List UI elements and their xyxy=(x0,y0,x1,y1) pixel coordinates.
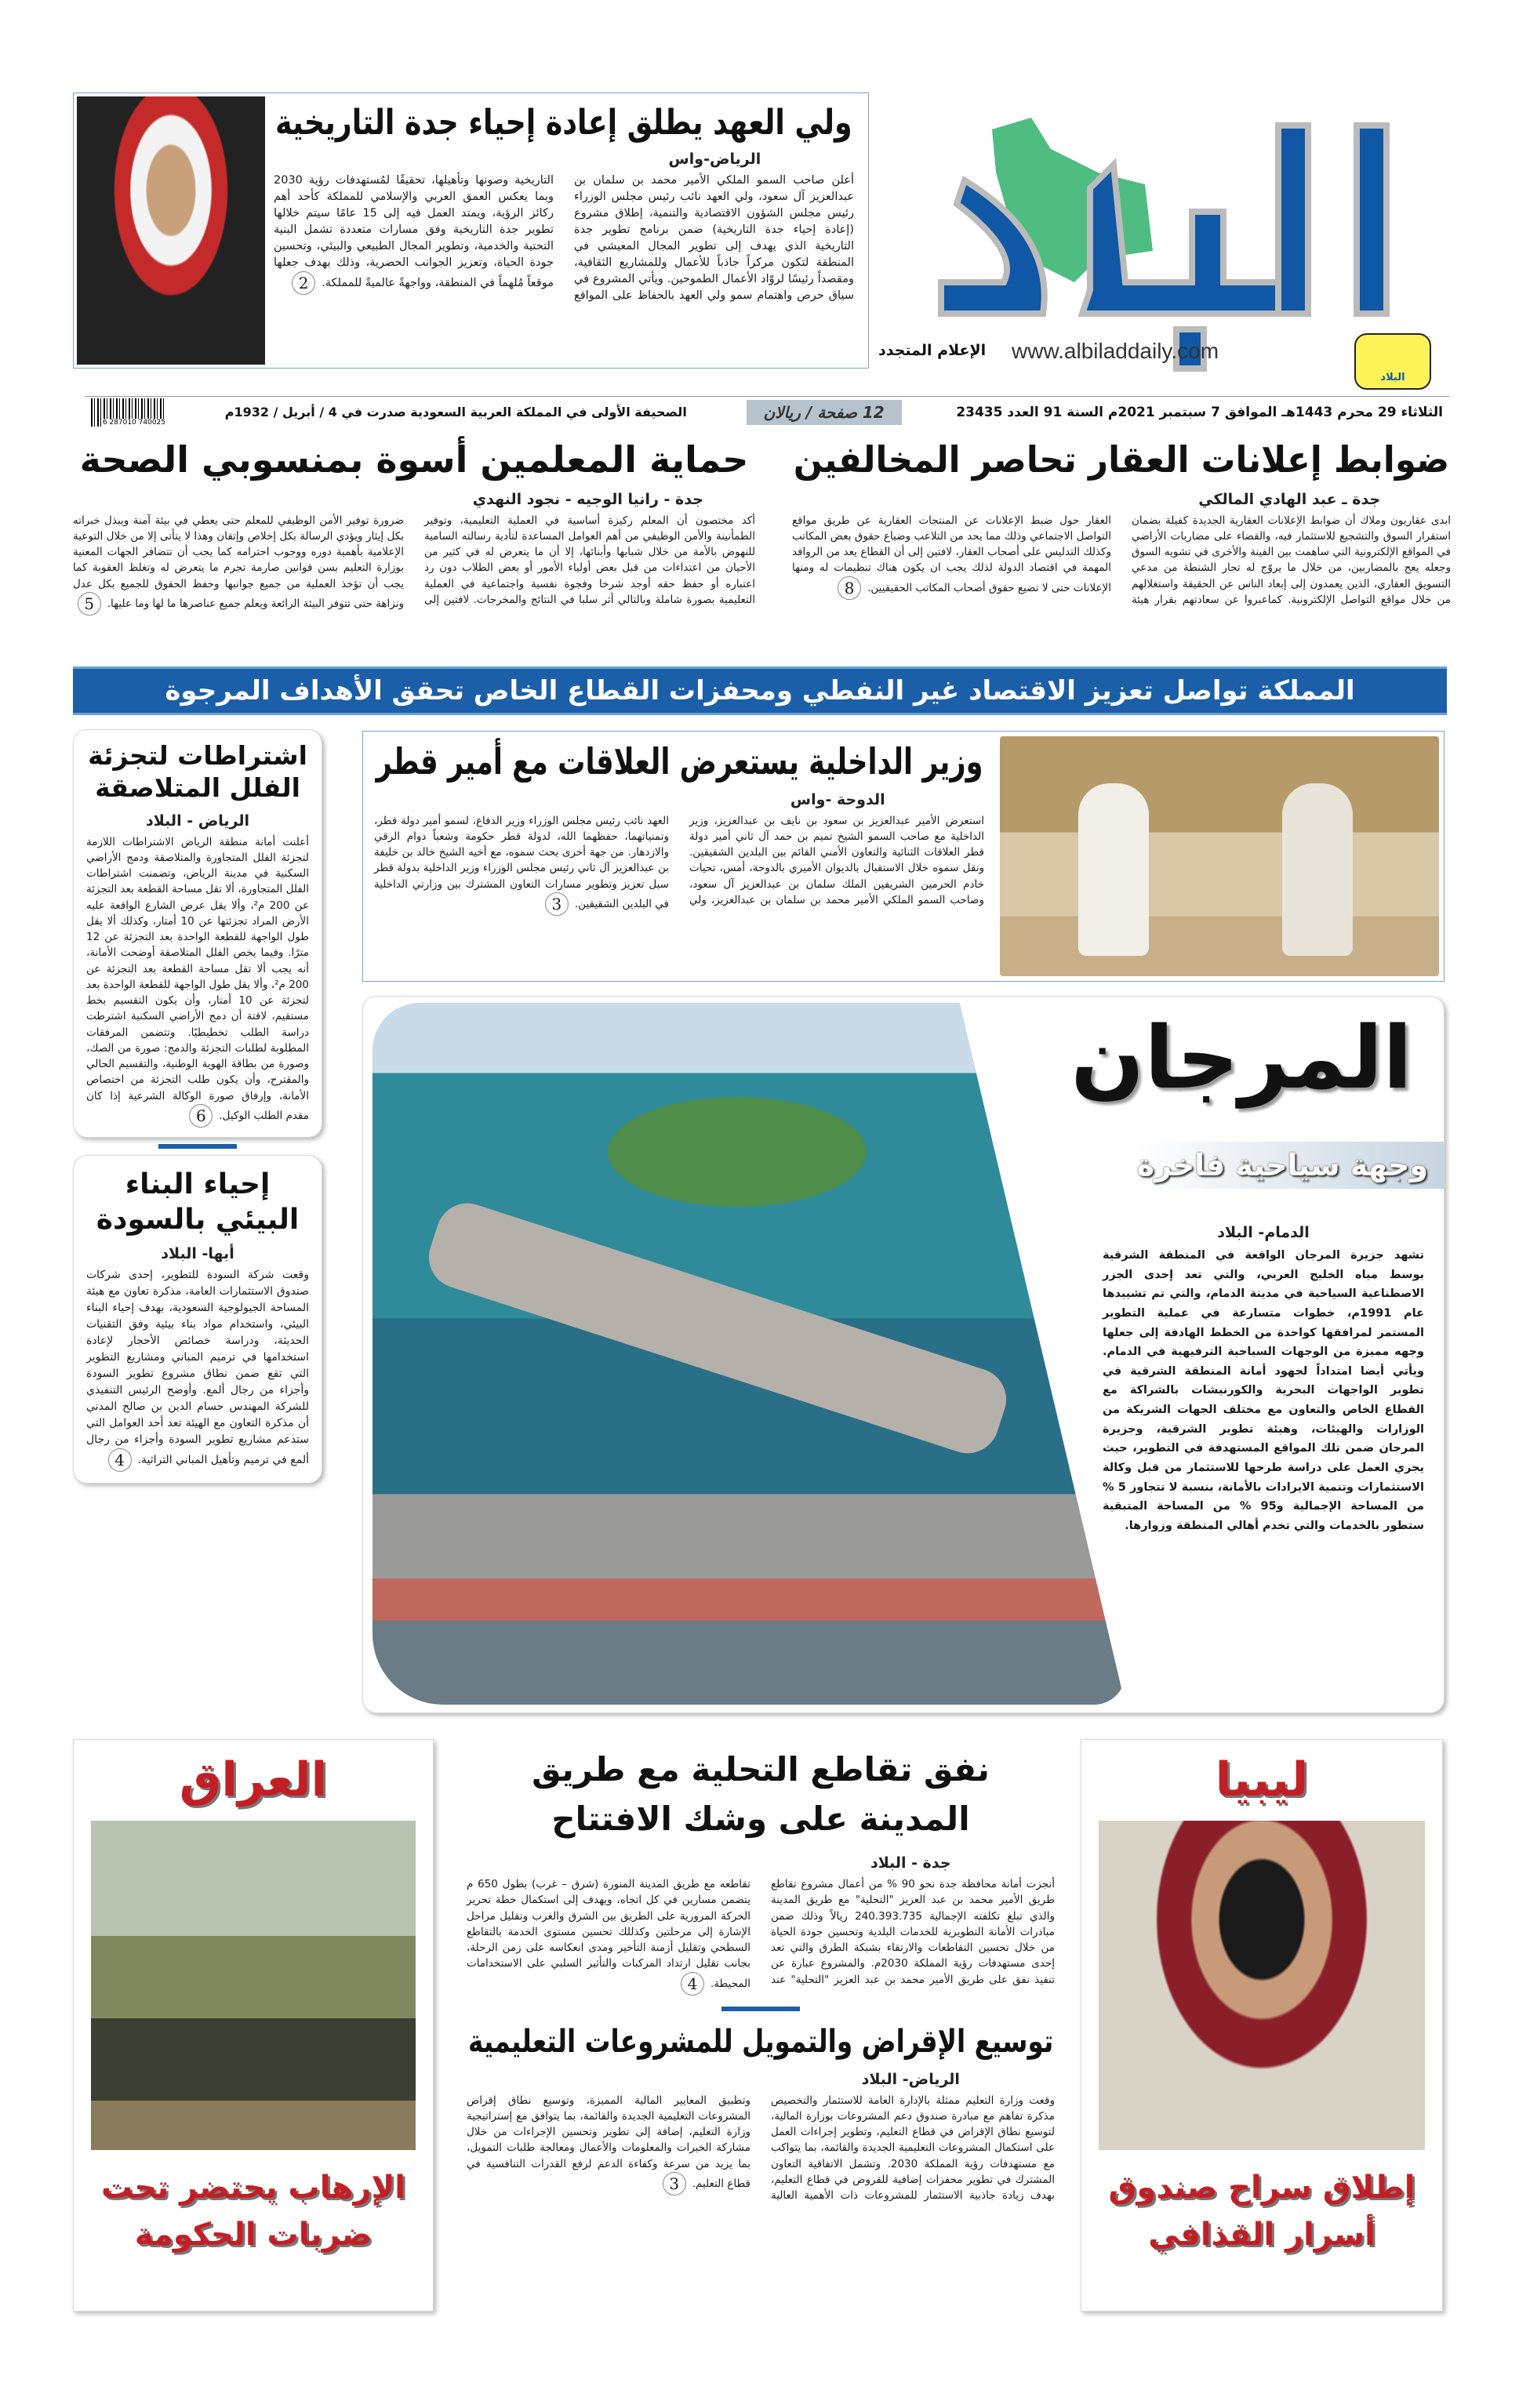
divider xyxy=(158,1144,237,1149)
headline[interactable]: وزير الداخلية يستعرض العلاقات مع أمير قطر xyxy=(376,740,983,783)
dateline: الدمام- البلاد xyxy=(1217,1224,1310,1241)
page-ref[interactable]: 3 xyxy=(663,2172,686,2196)
story-tunnel[interactable] xyxy=(467,1745,1055,1996)
founded-note: الصحيفة الأولى في المملكة العربية السعودية صدرت في 4 / أبريل / 1932م xyxy=(224,405,687,419)
headline[interactable]: نفق تقاطع التحلية مع طريق المدينة على وشك الافتتاح xyxy=(532,1750,990,1838)
dateline: جدة ـ عبد الهادي المالكي xyxy=(1198,490,1381,508)
story-villas[interactable] xyxy=(73,729,322,1138)
subheadline: وجهة سياحية فاخرة xyxy=(1138,1142,1444,1189)
story-realestate[interactable] xyxy=(792,438,1451,608)
article-body: تشهد جزيرة المرجان الواقعة في المنطقة الشرقية بوسط مياه الخليج العربي، والتي تعد إحدى الجزر الاصطناعية السياحية في مدينة الدمام، والتي تم تشييدها عام 1991م، خطوات متسارعة في عملية التطوير المستمر لمرافقها كواحدة من الخطط الهادفة إلى جعلها وجهه مميزة من الوجهات السياحية الترفيهية في الدمام. ويأتي أيضا امتداداً لجهود أمانة المنطقة الشرقية في تطوير الواجهات البحرية والكورنيشات بالشراكة مع القطاع الخاص والتعاون مع مختلف الجهات الشريكة من الوزارات والهيئات، وهيئة تطوير الشرقية، وجزيرة المرجان ضمن تلك المواقع المستهدفة في التطوير، حيث يجري العمل على دراسة طرحها للاستثمار من قبل وكالة الاستثمارات وتنمية الايرادات بالأمانة، بنسبة لا تتجاوز 5 % من المساحة الإجمالية و95 % من المساحة المتبقية ستطور بالخدمات والتي تخدم أهالي المنطقة وزوارها. xyxy=(1103,1249,1424,1532)
marjan-island-photo xyxy=(372,1003,1125,1705)
headline-banner[interactable] xyxy=(73,666,1447,715)
dateline: الرياض - البلاد xyxy=(146,812,249,830)
price-badge: 12 صفحة / ريالان xyxy=(747,400,902,425)
barcode: 6 287010 740025 xyxy=(91,398,165,427)
dateline: الرياض- البلاد xyxy=(861,2070,960,2088)
headline[interactable]: توسيع الإقراض والتمويل للمشروعات التعليمية xyxy=(467,2023,1054,2060)
dateline: جدة - البلاد xyxy=(870,1854,951,1872)
headline[interactable]: ولي العهد يطلق إعادة إحياء جدة التاريخية xyxy=(275,103,852,143)
military-vehicle-photo xyxy=(91,1821,416,2150)
page-ref[interactable]: 2 xyxy=(292,271,315,295)
article-body: استعرض الأمير عبدالعزيز بن سعود بن نايف بن عبدالعزيز، وزير الداخلية مع صاحب السمو الشيخ تميم بن حمد آل ثاني أمير دولة قطر العلاقات الثنائية والتعاون الأمني القائم بين البلدين الشقيقين. ونقل سموه خلال الاستقبال بالديوان الأميري بالدوحة، أمس، تحيات خادم الحرمين الشريفين الملك سلمان بن عبدالعزيز آل سعود، وصاحب السمو الملكي الأمير محمد بن سلمان بن عبدالعزيز، ولي العهد نائب رئيس مجلس الوزراء وزير الدفاع، لسمو أمير دولة قطر، وتمنياتهما، حفظهما الله، لدولة قطر حكومة وشعباً دوام الرقي والازدهار. من جهة أخرى بحث سموه، مع أخيه الشيخ خالد بن خليفة بن عبدالعزيز آل ثاني رئيس مجلس الوزراء وزير الداخلية بدولة قطر سبل تعزيز وتطوير مسارات التعاون المشترك بين وزارتي الداخلية في البلدين الشقيقين.3 xyxy=(374,813,984,916)
story-interior[interactable] xyxy=(362,731,1445,982)
story-teachers[interactable] xyxy=(73,438,755,616)
headline[interactable]: حماية المعلمين أسوة بمنسوبي الصحة xyxy=(79,438,749,481)
story-iraq[interactable] xyxy=(73,1739,434,2312)
meeting-photo xyxy=(1000,736,1439,976)
story-sooda[interactable] xyxy=(73,1155,322,1484)
headline[interactable]: الإرهاب يحتضر تحت ضربات الحكومة xyxy=(101,2170,405,2253)
headline[interactable]: اشتراطات لتجزئة الفلل المتلاصقة xyxy=(88,740,307,804)
dateline: الدوحة -واس xyxy=(790,790,885,808)
bottom-middle-column xyxy=(467,1745,1055,2203)
headline[interactable]: إطلاق سراح صندوق أسرار القذافي xyxy=(1108,2170,1415,2253)
story-marjan[interactable] xyxy=(362,996,1445,1713)
snap-label: البلاد xyxy=(1380,372,1405,383)
page-ref[interactable]: 8 xyxy=(838,576,861,600)
banner-text: المملكة تواصل تعزيز الاقتصاد غير النفطي ومحفزات القطاع الخاص تحقق الأهداف المرجوة xyxy=(165,675,1355,706)
article-body: وقعت وزارة التعليم ممثلة بالإدارة العامة للاستثمار والتخصيص مذكرة تفاهم مع مبادرة صندوق دعم المشروعات بوزارة المالية، لتوسيع نطاق الإقراض في قطاع التعليم، وتطوير إجراءات العمل على استكمال المشروعات التعليمية الجديدة والقائمة، بما يتواكب مع مستهدفات رؤية المملكة 2030. وتشمل الاتفاقية التعاون المشترك في تطوير محفزات إضافية للقروض في قطاع التعليم، بهدف زيادة جاذبية الاستثمار للمشروعات ذات الأهمية العالية وتطبيق المعايير المالية المميزة، وتوسيع نطاق إقراض المشروعات التعليمية الجديدة والقائمة، بما يتوافق مع إستراتيجية وزارة التعليم، إضافة إلى تطوير وتحسين الإجراءات من خلال مشاركة الخبرات والمعلومات والأعمال ومعالجة طلبات التمويل، بما يزيد من سرعة وكفاءة الدعم لرفع القدرات التنافسية في قطاع التعليم.3 xyxy=(467,2094,1055,2202)
headline[interactable]: إحياء البناء البيئي بالسودة xyxy=(96,1168,300,1236)
article-body: ابدى عقاريون وملاك أن ضوابط الإعلانات العقارية الجديدة كفيلة بضمان استقرار السوق والتشجيع للاستثمار فيه، والقضاء على مضاربات الأراضي في المواقع الإلكترونية التي ساهمت بين الفينة والأخرى في تشويه السوق وجعله يعج بالمضاربين، من خلال ما يروّج له تجار الشنطة من مدعي التسويق العقاري، الذين يعمدون إلى إبعاد الناس عن الحقيقة واستغلالهم من خلال مواقع التواصل الإلكترونية. كماعبروا عن سعادتهم بقرار هيئة العقار حول ضبط الإعلانات عن المنتجات العقارية عن طريق مواقع التواصل الاجتماعي وذلك مما يحد من التلاعب وضياع حقوق بعض المكاتب وكذلك التدليس على أصحاب العقار، لافتين إلى أن القطاع يعد من الروافد المهمة في اقتصاد الدولة لذلك يجب ان يكون هناك تنظيمات له ومنها الإعلانات حتى لا تضيع حقوق أصحاب المكاتب الحقيقيين.8 xyxy=(792,514,1451,606)
issue-date: الثلاثاء 29 محرم 1443هـ الموافق 7 سبتمبر 2021م السنة 91 العدد 23435 xyxy=(956,404,1443,420)
website-link[interactable]: www.albiladdaily.com xyxy=(1012,339,1219,363)
left-column xyxy=(73,729,322,1484)
dateline-bar xyxy=(85,396,1449,427)
divider xyxy=(721,2007,800,2011)
page-ref[interactable]: 5 xyxy=(78,592,101,616)
story-libya[interactable] xyxy=(1081,1739,1443,2312)
story-education[interactable] xyxy=(467,2022,1055,2204)
article-body: أكد مختصون أن المعلم ركيزة أساسية في العملية التعليمية، وتوفير الطمأنينة والأمن الوظيفي من أهم العوامل المساعدة لتأدية رسالته السامية للنهوض بالأمة من خلال شبابها وأبنائها، إلا أن ما يتعرض له في كثير من الأحيان من اعتداءات من قبل بعض أولياء الأمور أو بعض الطلاب دون رد اعتباره أو حفظ حقه أوجد شرخا وفجوة نفسية واجتماعية في العملية التعليمية بصورة شاملة وبالتالي أثر سلبا في النتائج والمخرجات. لافتين إلى ضرورة توفير الأمن الوظيفي للمعلم حتى يعطي في بيئة آمنة ويبذل خبراته بكل إيثار ويؤدي الرسالة بكل إخلاص وإتقان وهذا لا يتأتى إلا من خلال التوعية الإعلامية بأهمية دوره ووجوب احترامه كما يجب أن تتضافر الجهات المعنية بوزارة التعليم بسن قوانين صارمة تجرم ما يتعرض له وتغلظ العقوبة كما يجب أن تؤخذ العملية من جميع جوانبها وحفظ الحقوق للجميع بكل عدل ونزاهة حتى تتوفر البيئة الرائعة ويعلم جميع عناصرها ما لها وما عليها.5 xyxy=(73,513,755,616)
dateline: أبها- البلاد xyxy=(161,1244,234,1262)
top-story[interactable] xyxy=(73,93,869,369)
page-ref[interactable]: 4 xyxy=(108,1448,132,1472)
gaddafi-photo xyxy=(1099,1821,1425,2150)
page-ref[interactable]: 4 xyxy=(681,1972,704,1996)
headline[interactable]: المرجان xyxy=(1070,1008,1412,1108)
page-ref[interactable]: 6 xyxy=(189,1104,213,1128)
headline[interactable]: ضوابط إعلانات العقار تحاصر المخالفين xyxy=(793,438,1450,481)
article-body: أنجزت أمانة محافظة جدة نحو 90 % من أعمال مشروع تقاطع طريق الأمير محمد بن عبد العزيز "التحلية" مع طريق المدينة والذي تبلغ تكلفته الإجمالية 240.393.735 ريالاً وذلك ضمن مبادرات الأمانة التطويرية للخدمات البلدية وتحسين جودة الحياة من خلال تحسين التقاطعات والارتقاء بشبكة الطرق والتي تعد إحدى مستهدفات رؤية المملكة 2030م. والمشروع عبارة عن تنفيذ نفق على طريق الأمير محمد بن عبد العزيز "التحلية" عند تقاطعه مع طريق المدينة المنورة (شرق – غرب) بطول 650 م يتضمن مسارين في كل اتجاه، ويهدف إلى استكمال خطة تحرير الحركة المرورية على الطريق بين الشرق والغرب وتقليل مراحل الإشارة إلى مرحلتين وكذللك تحسين مستوى الخدمة بالتقاطع السطحي وتقليل أزمنة التأخير ومدى انعكاسه على زمن الرحلة، بجانب تقليل ارتداد المركبات والتأثير السلبي على الاستخدامات المحيطة.4 xyxy=(467,1876,1055,1996)
article-body: وقعت شركة السودة للتطوير، إحدى شركات صندوق الاستثمارات العامة، مذكرة تعاون مع هيئة المساحة الجيولوجية السعودية، بهدف إحياء البناء البيئي، واستخدام مواد بناء بيئية وفق التقنيات الحديثة، ودراسة خصائص الأحجار لإعادة استخدامها في ترميم المباني ومشاريع التطوير التي تقع ضمن نطاق مشروع تطوير السودة وأجزاء من رجال ألمع. وأوضح الرئيس التنفيذي للشركة المهندس حسام الدين بن صالح المدني أن مذكرة التعاون مع الهيئة تعد أحد العوامل التي ستدعم مشاريع تطوير السودة وأجزاء من رجال ألمع في ترميم وتأهيل المباني التراثية.4 xyxy=(86,1267,309,1472)
crown-prince-photo xyxy=(77,96,265,365)
slogan: الإعلام المتجدد xyxy=(878,342,987,359)
country-label: العراق xyxy=(179,1752,328,1807)
dateline: جدة - رانيا الوجيه - نجود النهدي xyxy=(472,490,703,508)
page-ref[interactable]: 3 xyxy=(545,892,569,916)
country-label: ليبيا xyxy=(1215,1752,1309,1807)
article-body: أعلن صاحب السمو الملكي الأمير محمد بن سلمان بن عبدالعزيز آل سعود، ولي العهد نائب رئيس مجلس الوزراء رئيس مجلس الشؤون الاقتصادية والتنمية، إطلاق مشروع (إعادة إحياء جدة التاريخية) ضمن برنامج تطوير جدة التاريخية الذي يهدف إلى تطوير المجال المعيشي في المنطقة لتكون مركزاً جاذباً للأعمال وللمشاريع الثقافية، ومقصداً رئيسًا لروّاد الأعمال الطموحين. ويأتي المشروع في سياق حرص واهتمام سمو ولي العهد بالحفاظ على المواقع التاريخية وصونها وتأهيلها، تحقيقًا لمُستهدفات رؤية 2030 وبما يعكس العمق العربي والإسلامي للمملكة كأحد أهم ركائز الرؤية، ويمتد العمل فيه إلى 15 عامًا سيتم خلالها تطوير جدة التاريخية وفق مسارات متعددة تشمل البنية التحتية والخدمية، وتطوير المجال الطبيعي والبيئي، وتحسين جودة الحياة، وتعزيز الجوانب الحضرية، وذلك بهدف جعلها موقعاً مُلهماً في المنطقة، وواجهةً عالميةً للمملكة.2 xyxy=(274,174,854,303)
snapchat-code[interactable] xyxy=(1354,333,1431,390)
dateline: الرياض-واس xyxy=(668,151,761,168)
article-body: أعلنت أمانة منطقة الرياض الاشتراطات اللازمة لتجزئة الفلل المتجاورة والمتلاصقة ودمج الأراضي السكنية في مدينة الرياض، وتضمنت اشتراطات الفلل المتجاورة، ألا تقل مساحة القطعة بعد التجزئة عن 200 م²، وألا يقل عرض الشارع الواقعة عليه الأرض المراد تجزئتها عن 10 أمتار، وكذلك ألا يقل طول الواجهة للقطعة الواحدة بعد التجزئة عن 12 مترًا. وفيما يخص الفلل المتلاصقة أوضحت الأمانة، أنه يجب ألا تقل مساحة القطعة بعد التجزئة عن 200 م²، وألا يقل طول الواجهة للقطعة الواحدة بعد لتجزئة عن 10 أمتار، وأن يكون التقسيم بخط مستقيم، لافتة أن دمج الأراضي السكنية اشترطت دراسة الطلب تخطيطيًا. وتتضمن المرفقات المطلوبة لطلبات التجزئة والدمج: صورة من الصك، وصورة من بطاقة الهوية الوطنية، والتقسيم الحالي والمقترح، وأن يكون طلب التجزئة من اختصاص الأمانة، وإرفاق صورة الوكالة الشرعية إذا كان مقدم الطلب الوكيل.6 xyxy=(86,834,309,1128)
